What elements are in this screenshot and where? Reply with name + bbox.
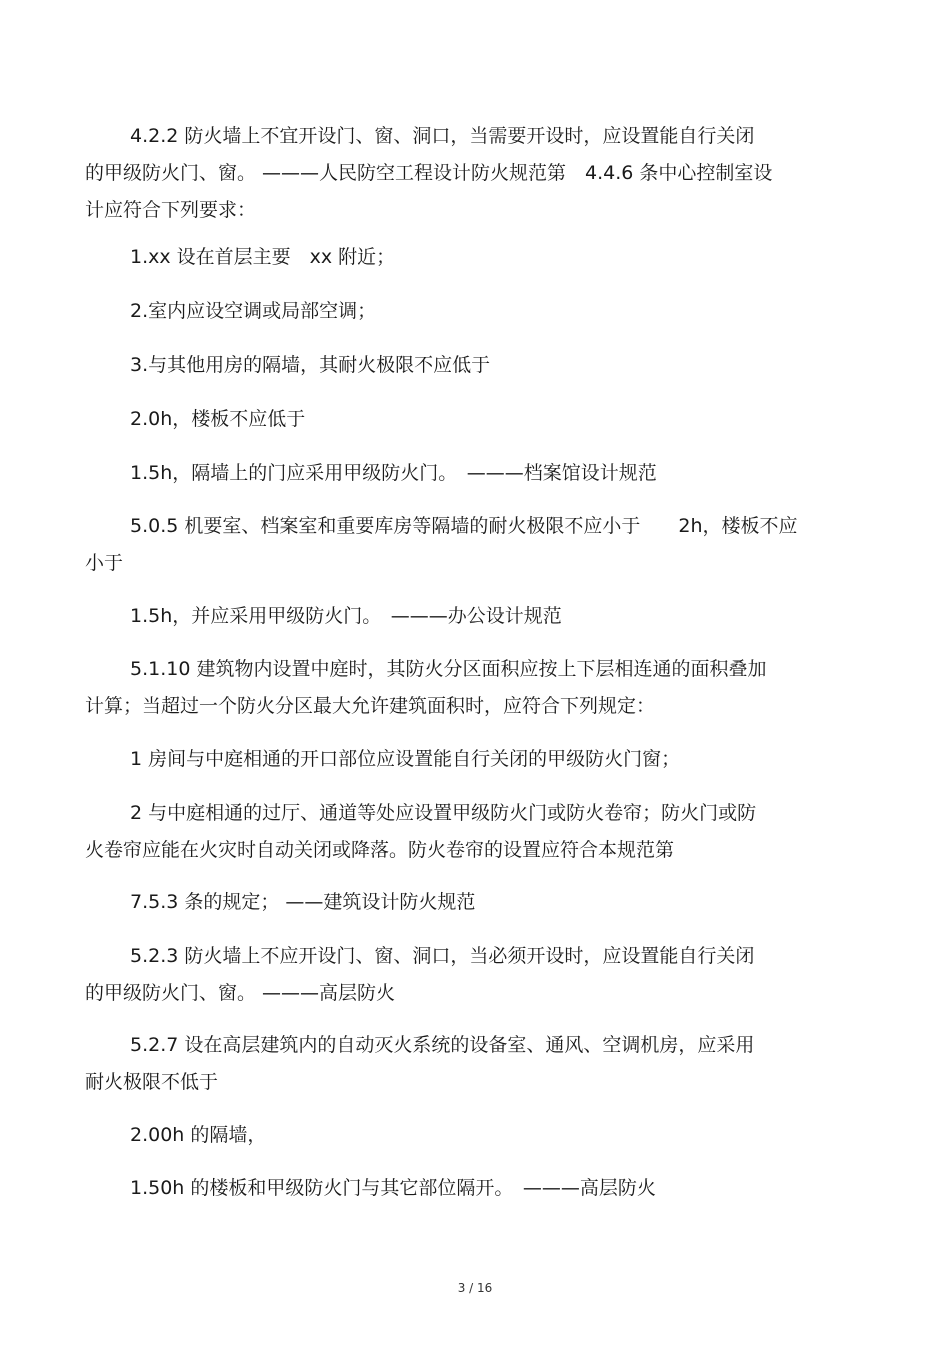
paragraph-line: 5.0.5 机要室、档案室和重要库房等隔墙的耐火极限不应小于 2h，楼板不应 bbox=[130, 515, 798, 537]
paragraph-line: 计应符合下列要求： bbox=[85, 199, 257, 221]
paragraph-line: 耐火极限不低于 bbox=[85, 1071, 219, 1093]
paragraph-floor-limit bbox=[85, 401, 860, 438]
paragraph-office-code bbox=[85, 598, 860, 635]
paragraph-line: 的甲级防火门、窗。 ———高层防火 bbox=[85, 982, 396, 1004]
paragraph-line: 5.1.10 建筑物内设置中庭时，其防火分区面积应按上下层相连通的面积叠加 bbox=[130, 658, 767, 680]
paragraph-rule-1 bbox=[85, 741, 860, 778]
paragraph-line: 1.5h，隔墙上的门应采用甲级防火门。 ———档案馆设计规范 bbox=[130, 462, 657, 484]
paragraph-line: 5.2.7 设在高层建筑内的自动灭火系统的设备室、通风、空调机房，应采用 bbox=[130, 1034, 755, 1056]
paragraph-item-3 bbox=[85, 347, 860, 384]
paragraph-line: 火卷帘应能在火灾时自动关闭或降落。防火卷帘的设置应符合本规范第 bbox=[85, 839, 675, 861]
paragraph-7-5-3 bbox=[85, 884, 860, 921]
paragraph-line: 1.xx 设在首层主要 xx 附近； bbox=[130, 246, 396, 268]
paragraph-item-1 bbox=[85, 239, 860, 276]
paragraph-line: 1.5h，并应采用甲级防火门。 ———办公设计规范 bbox=[130, 605, 562, 627]
paragraph-line: 的甲级防火门、窗。 ———人民防空工程设计防火规范第 4.4.6 条中心控制室设 bbox=[85, 162, 773, 184]
paragraph-line: 3.与其他用房的隔墙，其耐火极限不应低于 bbox=[130, 354, 491, 376]
paragraph-line: 7.5.3 条的规定； ——建筑设计防火规范 bbox=[130, 891, 476, 913]
paragraph-wall-limit bbox=[85, 1117, 860, 1154]
paragraph-line: 5.2.3 防火墙上不应开设门、窗、洞口，当必须开设时，应设置能自行关闭 bbox=[130, 945, 755, 967]
paragraph-line: 计算；当超过一个防火分区最大允许建筑面积时，应符合下列规定： bbox=[85, 695, 656, 717]
paragraph-line: 小于 bbox=[85, 552, 124, 574]
paragraph-5-1-10 bbox=[85, 651, 860, 725]
paragraph-line: 2.室内应设空调或局部空调； bbox=[130, 300, 377, 322]
paragraph-5-2-3 bbox=[85, 938, 860, 1012]
paragraph-line: 2.0h，楼板不应低于 bbox=[130, 408, 306, 430]
paragraph-line: 1.50h 的楼板和甲级防火门与其它部位隔开。 ———高层防火 bbox=[130, 1177, 656, 1199]
paragraph-floor-door bbox=[85, 1170, 860, 1207]
paragraph-line: 4.2.2 防火墙上不宜开设门、窗、洞口，当需要开设时，应设置能自行关闭 bbox=[130, 125, 755, 147]
paragraph-5-2-7 bbox=[85, 1027, 860, 1101]
paragraph-line: 1 房间与中庭相通的开口部位应设置能自行关闭的甲级防火门窗； bbox=[130, 748, 681, 770]
paragraph-4-2-2 bbox=[85, 118, 860, 229]
paragraph-5-0-5 bbox=[85, 508, 860, 582]
paragraph-line: 2.00h 的隔墙， bbox=[130, 1124, 267, 1146]
page-number: 3 / 16 bbox=[457, 1281, 493, 1295]
paragraph-item-2 bbox=[85, 293, 860, 330]
paragraph-rule-2 bbox=[85, 795, 860, 869]
paragraph-line: 2 与中庭相通的过厅、通道等处应设置甲级防火门或防火卷帘；防火门或防 bbox=[130, 802, 757, 824]
paragraph-archive-code bbox=[85, 455, 860, 492]
